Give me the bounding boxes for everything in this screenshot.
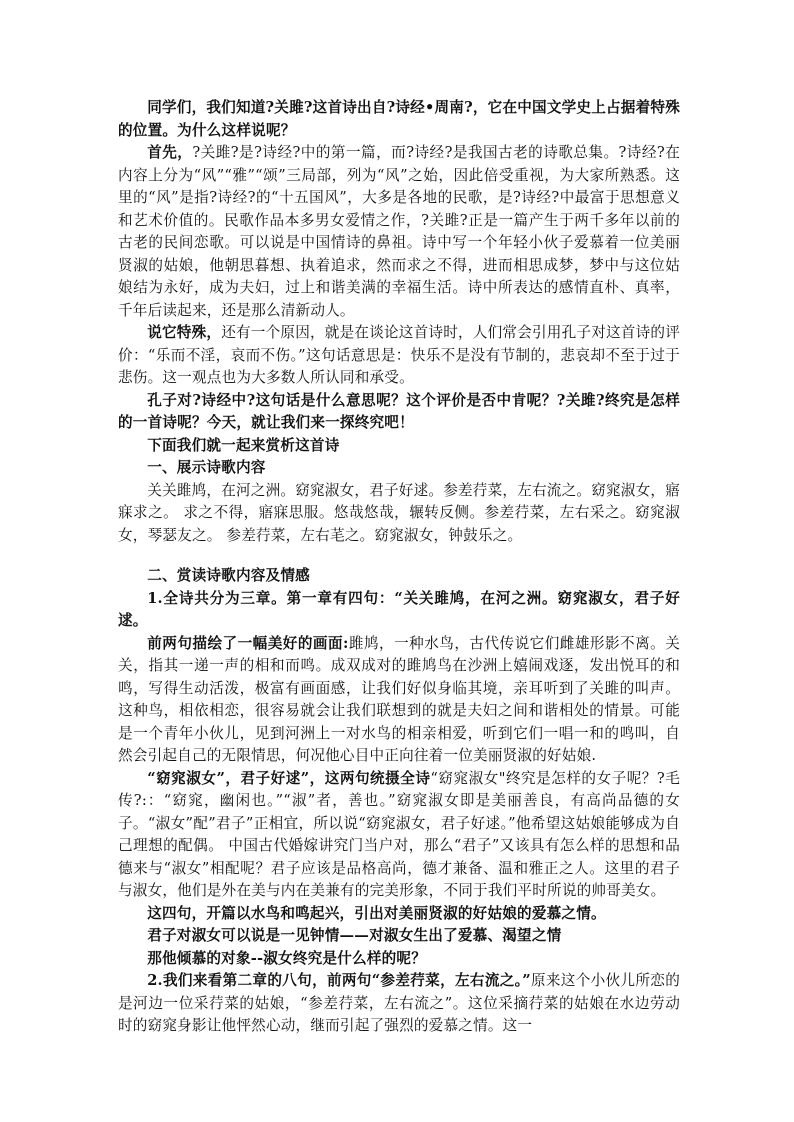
summary-paragraph: 这四句，开篇以水鸟和鸣起兴，引出对美丽贤淑的好姑娘的爱慕之情。 <box>147 904 606 922</box>
second-reason-lead: 说它特殊， <box>147 324 222 341</box>
first-two-lines-lead: 前两句描绘了一幅美好的画面: <box>147 634 349 652</box>
first-reason-lead: 首先， <box>147 144 193 161</box>
first-two-lines-paragraph <box>118 633 680 768</box>
yaotiao-paragraph <box>118 768 680 903</box>
intro-paragraph: 同学们，我们知道?关雎?这首诗出自?诗经•周南?，它在中国文学史上占据着特殊的位置。为什么这样说呢？ <box>118 99 680 139</box>
chapter-two-lead: 2.我们来看第二章的八句，前两句“参差荇菜，左右流之。” <box>147 972 531 989</box>
first-two-lines-body: 雎鸠，一种水鸟，古代传说它们雌雄形影不离。关关，指其一递一声的相和而鸣。成双成对的雎鸠鸟在沙洲上嬉闹戏逐，发出悦耳的和鸣，写得生动活泼，极富有画面感，让我们好似身临其境，亲耳听到了关雎的叫声。这种鸟，相依相恋，很容易就会让我们联想到的就是夫妇之间和谐相处的情景。可能是一个青年小伙儿，见到河洲上一对水鸟的相亲相爱，听到它们一唱一和的鸣叫，自然会引起自己的无限情思，何况他心目中正向往着一位美丽贤淑的好姑娘. <box>118 634 680 764</box>
question-paragraph: 孔子对?诗经中?这句话是什么意思呢？这个评价是否中肯呢？?关雎?终究是怎样的一首诗呢？今天，就让我们来一探终究吧！ <box>118 391 680 431</box>
question-shunv-paragraph: 那他倾慕的对象--淑女终究是什么样的呢？ <box>147 949 426 967</box>
section-heading-1: 一、展示诗歌内容 <box>147 459 266 476</box>
yaotiao-body: “窈窕淑女"终究是怎样的女子呢？?毛传?:：“窈窕，幽闲也。”“淑”者，善也。”窈窕淑女即是美丽善良，有高尚品德的女子。“淑女”配”君子”正相宜，所以说“窈窕淑女，君子好逑。”他希望这姑娘能够成为自己理想的配偶。 中国古代婚嫁讲究门当户对，那么“君子”又该具有怎么样的思想和品德来与“淑女”相配呢？君子应该是品格高尚，德才兼备、温和雅正之人。这里的君子与淑女，他们是外在美与内在美兼有的完美形象，不同于我们平时所说的帅哥美女。 <box>118 769 680 899</box>
yaotiao-lead: “窈窕淑女”，君子好逑”，这两句统摄全诗 <box>147 769 431 787</box>
second-reason-body: 还有一个原因，就是在谈论这首诗时，人们常会引用孔子对这首诗的评价：“乐而不淫，哀而不伤。”这句话意思是：快乐不是没有节制的，悲哀却不至于过于悲伤。这一观点也为大多数人所认同和承受。 <box>118 324 680 386</box>
first-reason-body: ?关雎?是?诗经?中的第一篇，而?诗经?是我国古老的诗歌总集。?诗经?在内容上分为“风”“雅”“颂”三局部，列为“风”之始，因此倍受重视，为大家所熟悉。这里的“风”是指?诗经?的“十五国风”，大多是各地的民歌，是?诗经?中最富于思想意义和艺术价值的。民歌作品本多男女爱情之作，?关雎?正是一篇产生于两千多年以前的古老的民间恋歌。可以说是中国情诗的鼻祖。诗中写一个年轻小伙子爱慕着一位美丽贤淑的姑娘，他朝思暮想、执着追求，然而求之不得，进而相思成梦，梦中与这位姑娘结为永好，成为夫妇，过上和谐美满的幸福生活。诗中所表达的感情直朴、真率，千年后读起来，还是那么清新动人。 <box>118 144 680 319</box>
transition-paragraph: 下面我们就一起来赏析这首诗 <box>147 436 340 454</box>
first-reason-paragraph <box>118 142 680 322</box>
document-page <box>118 97 680 1038</box>
poem-text: 关关雎鸠，在河之洲。窈窕淑女，君子好逑。参差荇菜，左右流之。窈窕淑女，寤寐求之。 求之不得，寤寐思服。悠哉悠哉，辗转反侧。参差荇菜，左右采之。窈窕淑女，琴瑟友之。 参差荇菜，左右芼之。窈窕淑女，钟鼓乐之。 <box>118 481 680 544</box>
section-heading-2: 二、赏读诗歌内容及情感 <box>147 567 310 584</box>
chapter-one-paragraph: 1.全诗共分为三章。第一章有四句：“关关雎鸠，在河之洲。窈窕淑女，君子好逑。 <box>118 589 680 629</box>
spacer <box>118 547 680 565</box>
chapter-two-body: 原来这个小伙儿所恋的是河边一位采荇菜的姑娘，“参差荇菜，左右流之”。这位采摘荇菜的姑娘在水边劳动时的窈窕身影让他怦然心动，继而引起了强烈的爱慕之情。这一 <box>118 972 680 1034</box>
second-reason-paragraph <box>118 322 680 390</box>
love-at-first-sight-paragraph: 君子对淑女可以说是一见钟情——对淑女生出了爱慕、渴望之情 <box>147 927 562 944</box>
chapter-two-paragraph <box>118 970 680 1038</box>
